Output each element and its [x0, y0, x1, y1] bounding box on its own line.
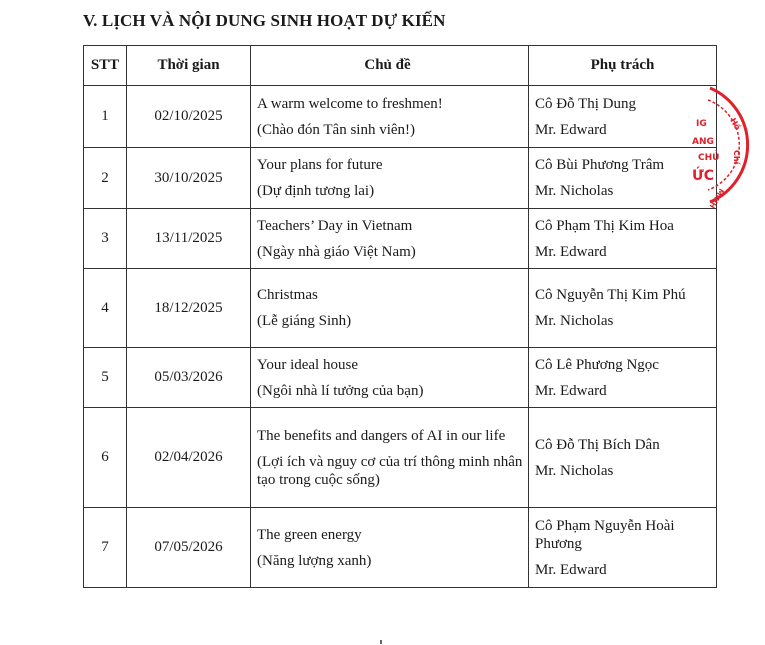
red-seal-top-fragment: [610, 0, 710, 8]
topic-english: The green energy: [257, 526, 362, 543]
owner-foreign-teacher: Mr. Nicholas: [535, 313, 614, 329]
table-row: [84, 269, 717, 348]
row-date: 18/12/2025: [127, 269, 251, 348]
row-owner: [529, 269, 717, 348]
row-stt: 6: [84, 408, 127, 508]
row-topic: [251, 209, 529, 269]
scan-mark: [380, 640, 382, 644]
row-topic: [251, 348, 529, 408]
owner-vietnamese-teacher: Cô Nguyễn Thị Kim Phú: [535, 287, 686, 303]
topic-vietnamese: (Ngày nhà giáo Việt Nam): [257, 243, 416, 260]
table-row: [84, 148, 717, 209]
row-owner: [529, 148, 720, 209]
table-row: [84, 86, 717, 148]
row-date: 02/10/2025: [127, 86, 251, 148]
row-stt: 2: [84, 148, 127, 209]
row-owner: [529, 209, 717, 269]
topic-english: Your plans for future: [257, 157, 383, 173]
table-header-row: [84, 46, 717, 86]
topic-english: The benefits and dangers of AI in our life: [257, 427, 506, 444]
owner-foreign-teacher: Mr. Edward: [535, 561, 607, 578]
owner-vietnamese-teacher: Cô Đỗ Thị Bích Dân: [535, 436, 660, 453]
table-row: [84, 348, 717, 408]
owner-vietnamese-teacher: Cô Phạm Nguyễn Hoài Phương: [535, 517, 675, 552]
table-row: [84, 408, 717, 508]
topic-vietnamese: (Dự định tương lai): [257, 183, 375, 199]
table-row: [84, 209, 717, 269]
row-topic: [251, 508, 529, 588]
header-stt: STT: [84, 46, 127, 86]
topic-vietnamese: (Chào đón Tân sinh viên!): [257, 121, 416, 138]
owner-foreign-teacher: Mr. Edward: [535, 243, 607, 260]
row-owner: [529, 348, 717, 408]
row-topic: [251, 148, 529, 209]
header-date: Thời gian: [127, 46, 251, 86]
topic-english: A warm welcome to freshmen!: [257, 95, 443, 112]
svg-text:ỨC: ỨC: [692, 168, 714, 184]
row-stt: 7: [84, 508, 127, 588]
topic-english: Teachers’ Day in Vietnam: [257, 217, 413, 234]
topic-vietnamese: (Lợi ích và nguy cơ của trí thông minh nhân tạo trong cuộc sống): [257, 453, 523, 488]
section-title: V. LỊCH VÀ NỘI DUNG SINH HOẠT DỰ KIẾN: [83, 11, 446, 30]
table-row: [84, 508, 717, 588]
header-topic: Chủ đề: [251, 46, 529, 86]
svg-text:ANG: ANG: [692, 137, 714, 147]
activity-schedule-table: [83, 45, 720, 588]
owner-foreign-teacher: Mr. Edward: [535, 121, 607, 138]
owner-foreign-teacher: Mr. Nicholas: [535, 183, 614, 199]
row-owner: [529, 508, 717, 588]
owner-foreign-teacher: Mr. Edward: [535, 382, 607, 399]
svg-text:Chí: Chí: [732, 150, 741, 165]
row-stt: 1: [84, 86, 127, 148]
row-stt: 3: [84, 209, 127, 269]
row-date: 13/11/2025: [127, 209, 251, 269]
row-topic: [251, 269, 529, 348]
owner-vietnamese-teacher: Cô Phạm Thị Kim Hoa: [535, 217, 674, 234]
row-owner: [529, 408, 717, 508]
topic-vietnamese: (Ngôi nhà lí tưởng của bạn): [257, 382, 424, 399]
topic-vietnamese: (Năng lượng xanh): [257, 552, 372, 569]
header-owner: Phụ trách: [529, 46, 717, 86]
topic-vietnamese: (Lễ giáng Sinh): [257, 313, 352, 329]
topic-english: Your ideal house: [257, 356, 358, 373]
svg-text:CHỦ: CHỦ: [698, 153, 720, 163]
row-topic: [251, 408, 529, 508]
svg-text:Hồ: Hồ: [728, 116, 743, 132]
row-date: 30/10/2025: [127, 148, 251, 209]
row-date: 02/04/2026: [127, 408, 251, 508]
owner-foreign-teacher: Mr. Nicholas: [535, 462, 614, 479]
owner-vietnamese-teacher: Cô Lê Phương Ngọc: [535, 356, 659, 373]
row-date: 07/05/2026: [127, 508, 251, 588]
topic-english: Christmas: [257, 287, 318, 303]
row-owner: [529, 86, 717, 148]
owner-vietnamese-teacher: Cô Bùi Phương Trâm: [535, 157, 665, 173]
row-topic: [251, 86, 529, 148]
owner-vietnamese-teacher: Cô Đỗ Thị Dung: [535, 95, 636, 112]
svg-text:IG: IG: [696, 119, 707, 129]
svg-text:MINH: MINH: [707, 187, 726, 210]
row-stt: 5: [84, 348, 127, 408]
red-seal-stamp-icon: [690, 80, 765, 210]
row-stt: 4: [84, 269, 127, 348]
row-date: 05/03/2026: [127, 348, 251, 408]
